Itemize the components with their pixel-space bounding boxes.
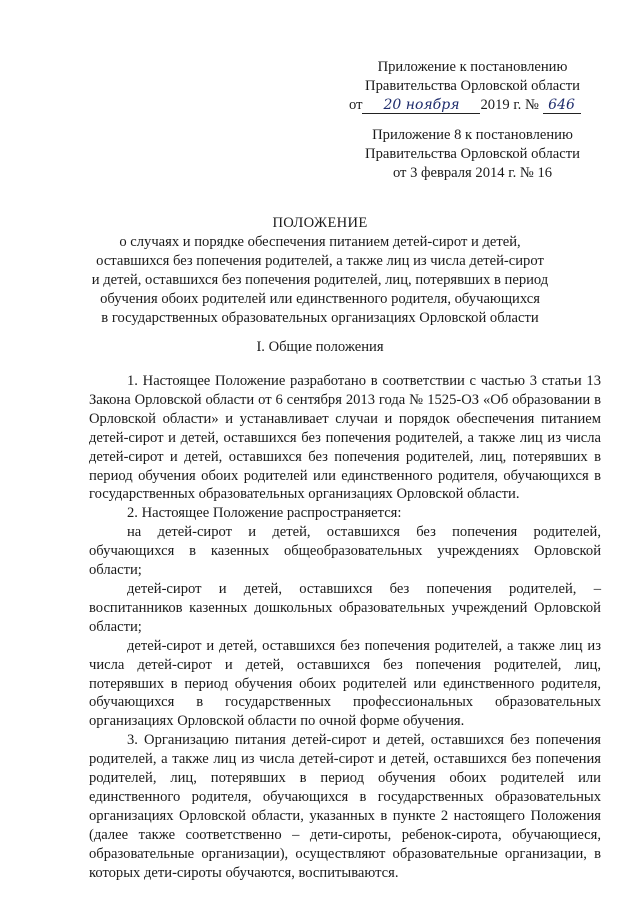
appendix-line: Приложение к постановлению — [377, 59, 568, 75]
section-heading: I. Общие положения — [256, 339, 384, 355]
title-line: оставшихся без попечения родителей, а также лиц из числа детей-сирот — [96, 253, 544, 269]
paragraph: 1. Настоящее Положение разработано в соответствии с частью 3 статьи 13 Закона Орловской области от 6 сентября 2013 года № 1525-ОЗ «Об образовании в Орловской области» и устанавливает случаи и порядок обеспечения питанием детей-сирот и детей, оставшихся без попечения родителей, а также лиц из числа детей-сирот и детей, оставшихся без попечения родителей, лиц, потерявших в период обучения обоих родителей или единственного родителя, обучающихся в государственных образовательных организациях Орловской области. — [89, 373, 601, 503]
title-heading: ПОЛОЖЕНИЕ — [272, 215, 368, 231]
appendix-header — [345, 58, 600, 115]
resolution-date-line — [345, 96, 600, 115]
paragraph: детей-сирот и детей, оставшихся без попечения родителей, а также лиц из числа детей-сирот и детей, оставшихся без попечения родителей, лиц, потерявших в период обучения обоих родителей или единственного родителя, обучающихся в государственных профессиональных образовательных организациях Орловской области по очной форме обучения. — [89, 637, 601, 730]
paragraph: 3. Организацию питания детей-сирот и детей, оставшихся без попечения родителей, а также лиц из числа детей-сирот и детей, оставшихся без попечения родителей, лиц, потерявших в период обучения обоих родителей или единственного родителя, обучающихся в государственных образовательных организациях Орловской области, указанных в пункте 2 настоящего Положения (далее также соответственно – дети-сироты, ребенок-сирота, обучающиеся, образовательные организации), осуществляют образовательные организации, в которых дети-сироты обучаются, воспитываются. — [89, 732, 601, 881]
title-line: о случаях и порядке обеспечения питанием детей-сирот и детей, — [119, 234, 521, 250]
appendix8-line: Правительства Орловской области — [365, 146, 580, 162]
paragraph: на детей-сирот и детей, оставшихся без попечения родителей, обучающихся в казенных общеобразовательных учреждениях Орловской области; — [89, 524, 601, 579]
paragraph: 2. Настоящее Положение распространяется: — [127, 505, 402, 522]
appendix8-header — [345, 126, 600, 183]
title-line: обучения обоих родителей или единственного родителя, обучающихся — [100, 291, 540, 307]
document-title — [70, 214, 570, 328]
appendix-line: Правительства Орловской области — [365, 78, 580, 94]
paragraph: детей-сирот и детей, оставшихся без попечения родителей, – воспитанников казенных дошкольных образовательных учреждений Орловской области; — [89, 580, 601, 635]
date-prefix: от — [349, 97, 363, 113]
appendix8-line: от 3 февраля 2014 г. № 16 — [392, 165, 553, 181]
appendix8-line: Приложение 8 к постановлению — [372, 127, 573, 143]
title-line: и детей, оставшихся без попечения родителей, лиц, потерявших в период — [91, 272, 549, 288]
handwritten-date-field: 20 ноября — [362, 98, 480, 114]
title-line: в государственных образовательных организациях Орловской области — [101, 310, 539, 326]
date-suffix: 2019 г. № — [480, 97, 539, 113]
document-body — [89, 372, 601, 882]
handwritten-number-field: 646 — [543, 98, 581, 114]
